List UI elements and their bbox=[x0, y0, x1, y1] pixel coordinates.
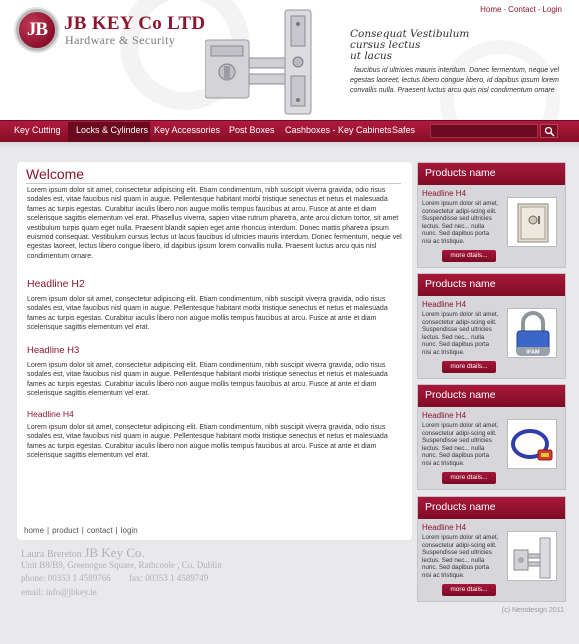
footer-phone-fax bbox=[21, 573, 208, 583]
welcome-text: Lorem ipsum dolor sit amet, consectetur adipiscing elit. Etiam condimentum, nibh suscipit viverra gravida, odio risus sodales est, vitae faucibus nisl quam in augue. Pellentesque habitant morbi tristique senectus et netus et malesuada fames ac turpis egestas. Curabitur iaculis libero non augue mollis tempus faucibus at arcu. Fusce at ante et diam scelerisque sagittis elementum vel erat. Phasellus viverra, sapien vitae rutrum pharetra, ante arcu dictum tortor, sit amet vestibulum turpis quam eget nulla. Praesent blandit sapien eget ante rhoncus interdum. Donec mattis pharetra ipsum euismod consequat. Vestibulum cursus lectus ut lacus faucibus id ultricies mauris interdum. Donec fermentum, neque vel egestas laoreet, lectus libero congue libero, id dapibus ipsum lorem convallis nulla. Praesent luctus arcu quis nisl condimentum ornare. bbox=[27, 187, 402, 260]
company-name: JB Key Co. bbox=[84, 545, 145, 560]
more-details-label: more dtails... bbox=[450, 473, 488, 481]
h4-text: Lorem ipsum dolor sit amet, consectetur adipiscing elit. Etiam condimentum, nibh suscipit viverra gravida, odio risus sodales est, vitae faucibus nisl quam in augue. Pellentesque habitant morbi tristique senectus et netus et malesuada fames ac turpis egestas. Curabitur iaculis libero non augue mollis tempus faucibus at arcu. Fusce at ante et diam scelerisque sagittis elementum vel erat. bbox=[27, 424, 388, 460]
more-details-button[interactable] bbox=[442, 472, 496, 484]
h3-text: Lorem ipsum dolor sit amet, consectetur adipiscing elit. Etiam condimentum, nibh suscipit viverra gravida, odio risus sodales est, vitae faucibus nisl quam in augue. Pellentesque habitant morbi tristique senectus et netus et malesuada fames ac turpis egestas. Curabitur iaculis libero non augue mollis tempus faucibus at arcu. Fusce at ante et diam scelerisque sagittis elementum vel erat. bbox=[27, 362, 388, 398]
footer-fax: fax: 00353 1 4589749 bbox=[129, 573, 209, 583]
logo-initials: JB bbox=[26, 19, 48, 40]
product-card-header bbox=[418, 163, 565, 185]
footer-address: Unit B8/B9, Greenogue Square, Rathcoole , Co. Dublin bbox=[21, 560, 222, 570]
footer-link-login[interactable]: login bbox=[120, 526, 138, 535]
welcome-heading: Welcome bbox=[26, 166, 85, 182]
product-card bbox=[417, 384, 566, 490]
contact-person: Laura Brereton bbox=[21, 549, 82, 560]
copyright: (c) Nestdesign 2011 bbox=[501, 607, 564, 614]
header-body-text: faucibus id ultricies mauris interdum. Donec fermentum, neque vel egestas laoreet, lectus libero congue libero, id dapibus ipsum lorem convallis nulla. Praesent luctus arcu quis nisl condimentum ornare bbox=[350, 67, 560, 94]
cable-lock-icon bbox=[508, 420, 558, 470]
product-name: Products name bbox=[425, 278, 496, 290]
more-details-button[interactable] bbox=[442, 361, 496, 373]
footer-contact-name bbox=[21, 545, 145, 561]
door-lock-icon bbox=[508, 532, 558, 582]
more-details-label: more dtails... bbox=[450, 585, 488, 593]
nav-subbar bbox=[0, 142, 579, 150]
safe-icon bbox=[508, 198, 558, 248]
footer-phone: phone: 00353 1 4589766 bbox=[21, 573, 111, 583]
header-intro bbox=[350, 29, 560, 96]
search-icon bbox=[544, 126, 555, 137]
top-link-login[interactable]: Login bbox=[542, 5, 562, 14]
product-card-header bbox=[418, 497, 565, 519]
h2-text: Lorem ipsum dolor sit amet, consectetur adipiscing elit. Etiam condimentum, nibh suscipit viverra gravida, odio risus sodales est, vitae faucibus nisl quam in augue. Pellentesque habitant morbi tristique senectus et netus et malesuada fames ac turpis egestas. Curabitur iaculis libero non augue mollis tempus faucibus at arcu. Fusce at ante et diam scelerisque sagittis elementum vel erat. bbox=[27, 296, 388, 332]
product-name: Products name bbox=[425, 501, 496, 513]
brand-name: JB KEY Co LTD bbox=[64, 13, 206, 34]
top-links: Home - Contact - Login bbox=[480, 5, 562, 14]
divider bbox=[26, 183, 401, 184]
search-input[interactable] bbox=[430, 124, 538, 138]
product-image[interactable] bbox=[507, 197, 557, 247]
nav-item-cashboxes[interactable]: Cashboxes - Key Cabinets bbox=[285, 125, 392, 135]
product-description: Lorem ipsum dolor sit amet, consectetur adipi-scing elit. Suspendisse sed ultricies lectus. Sed nec... nulla nunc. Sed dapibus porta nisi ac tristique. bbox=[422, 311, 499, 356]
search-button[interactable] bbox=[540, 124, 558, 138]
product-image[interactable] bbox=[507, 419, 557, 469]
more-details-button[interactable] bbox=[442, 584, 496, 596]
product-card bbox=[417, 496, 566, 602]
logo[interactable] bbox=[16, 9, 58, 51]
product-card-header bbox=[418, 385, 565, 407]
brand-tagline: Hardware & Security bbox=[65, 33, 176, 47]
footer-link-contact[interactable]: contact bbox=[86, 526, 113, 535]
padlock-brand-label: IFAM bbox=[526, 349, 540, 356]
main-content bbox=[17, 162, 412, 540]
headline-h2: Headline H2 bbox=[27, 278, 85, 290]
top-link-home[interactable]: Home bbox=[480, 5, 502, 14]
product-headline: Headline H4 bbox=[422, 411, 467, 420]
nav-item-key-cutting[interactable]: Key Cutting bbox=[14, 125, 61, 135]
nav-item-locks-cylinders[interactable]: Locks & Cylinders bbox=[76, 125, 149, 135]
headline-h4: Headline H4 bbox=[27, 409, 74, 419]
product-headline: Headline H4 bbox=[422, 300, 467, 309]
footer-link-product[interactable]: product bbox=[52, 526, 79, 535]
more-details-button[interactable] bbox=[442, 250, 496, 262]
product-headline: Headline H4 bbox=[422, 189, 467, 198]
product-description: Lorem ipsum dolor sit amet, consectetur adipi-scing elit. Suspendisse sed ultricies lectus. Sed nec... nulla nunc. Sed dapibus porta nisi ac tristique. bbox=[422, 200, 499, 245]
nav-item-key-accessories[interactable]: Key Accessories bbox=[154, 125, 221, 135]
header-title-line-1: Consequat Vestibulum bbox=[350, 28, 470, 40]
product-card bbox=[417, 162, 566, 268]
header-title-line-3: ut lacus bbox=[350, 50, 392, 62]
padlock-icon bbox=[508, 309, 558, 359]
product-name: Products name bbox=[425, 167, 496, 179]
door-lock-hero-image bbox=[205, 6, 325, 118]
main-nav bbox=[0, 120, 579, 142]
product-image[interactable] bbox=[507, 531, 557, 581]
product-description: Lorem ipsum dolor sit amet, consectetur adipi-scing elit. Suspendisse sed ultricies lectus. Sed nec... nulla nunc. Sed dapibus porta nisi ac tristique. bbox=[422, 422, 499, 467]
product-headline: Headline H4 bbox=[422, 523, 467, 532]
header-title-line-2: cursus lectus bbox=[350, 39, 421, 51]
footer-link-home[interactable]: home bbox=[24, 526, 45, 535]
more-details-label: more dtails... bbox=[450, 362, 488, 370]
product-image[interactable] bbox=[507, 308, 557, 358]
nav-item-safes[interactable]: Safes bbox=[392, 125, 416, 135]
more-details-label: more dtails... bbox=[450, 251, 488, 259]
product-card bbox=[417, 273, 566, 379]
header bbox=[0, 0, 579, 120]
headline-h3: Headline H3 bbox=[27, 345, 80, 356]
nav-item-post-boxes[interactable]: Post Boxes bbox=[229, 125, 275, 135]
top-link-contact[interactable]: Contact bbox=[508, 5, 536, 14]
product-card-header bbox=[418, 274, 565, 296]
product-name: Products name bbox=[425, 389, 496, 401]
footer-links: home | product | contact | login bbox=[24, 526, 138, 535]
product-description: Lorem ipsum dolor sit amet, consectetur adipi-scing elit. Suspendisse sed ultricies lectus. Sed nec... nulla nunc. Sed dapibus porta nisi ac tristique. bbox=[422, 534, 499, 579]
footer-email[interactable]: email: info@jbkey.ie bbox=[21, 587, 97, 597]
